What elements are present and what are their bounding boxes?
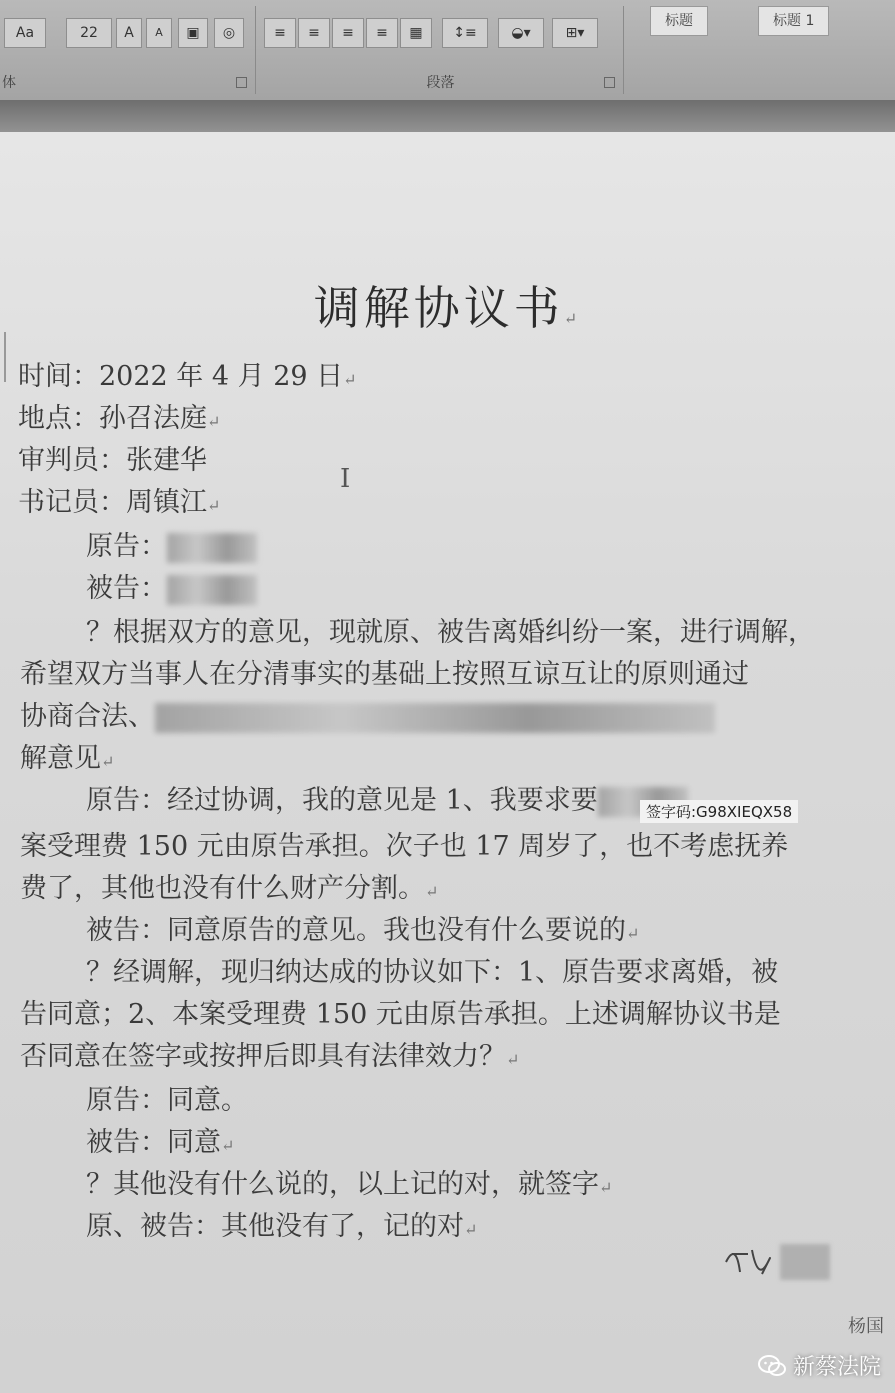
align-right-icon[interactable]: ≡ (332, 18, 364, 48)
borders-icon[interactable]: ⊞▾ (552, 18, 598, 48)
paragraph-line: 被告：同意↵ (86, 1127, 235, 1158)
paragraph-line: 案受理费 150 元由原告承担。次子也 17 周岁了，也不考虑抚养 (20, 831, 789, 862)
distribute-icon[interactable]: ▦ (400, 18, 432, 48)
redacted-name (167, 533, 257, 563)
paragraph-line: 原告：经过协调，我的意见是 1、我要求要 (86, 778, 688, 817)
paragraph-group-label: 段落 (426, 75, 455, 91)
paragraph-line: 原、被告：其他没有了，记的对↵ (86, 1211, 478, 1242)
signature-code: 签字码:G98XIEQX58 (640, 800, 798, 823)
paragraph-line: ？其他没有什么说的，以上记的对，就签字↵ (86, 1169, 613, 1200)
document-body[interactable] (0, 132, 895, 1393)
field-value: 孙召法庭 (99, 403, 207, 434)
paragraph-line: 协商合法、 (20, 694, 715, 733)
paragraph-line: 费了，其他也没有什么财产分割。↵ (20, 873, 439, 904)
field-value: 2022 年 4 月 29 日 (99, 361, 344, 392)
field-time: 时间：2022 年 4 月 29 日↵ (18, 361, 357, 392)
shrink-font-button[interactable]: A (146, 18, 172, 48)
align-center-icon[interactable]: ≡ (298, 18, 330, 48)
paragraph-line: ？根据双方的意见，现就原、被告离婚纠纷一案，进行调解， (86, 617, 815, 648)
watermark-text: 新蔡法院 (792, 1355, 881, 1380)
font-name-box[interactable]: Aa (4, 18, 46, 48)
field-location: 地点：孙召法庭↵ (18, 403, 221, 434)
redacted-text (155, 703, 715, 733)
paragraph-line: 解意见↵ (20, 743, 115, 774)
defendant-label: 被告： (86, 573, 167, 604)
field-judge (18, 438, 207, 477)
document-page (0, 132, 895, 1393)
style-heading-1[interactable]: 标题 1 (758, 6, 829, 36)
field-label: 时间： (18, 361, 99, 392)
justify-icon[interactable]: ≡ (366, 18, 398, 48)
field-clerk: 书记员：周镇江↵ (18, 487, 221, 518)
field-label: 书记员： (18, 487, 126, 518)
field-label: 审判员： (18, 445, 126, 476)
stamp-name: 杨国 (848, 1316, 884, 1337)
redacted-name (167, 575, 257, 605)
paragraph-line: 原告：同意。 (86, 1085, 248, 1116)
plaintiff-label: 原告： (86, 531, 167, 562)
styles-group (628, 6, 895, 94)
line-spacing-icon[interactable]: ↕≡ (442, 18, 488, 48)
clear-format-icon[interactable]: ▣ (178, 18, 208, 48)
shading-icon[interactable]: ◒▾ (498, 18, 544, 48)
paragraph-line: 希望双方当事人在分清事实的基础上按照互谅互让的原则通过 (20, 659, 749, 690)
field-value: 张建华 (126, 445, 207, 476)
paragraph-line: ？经调解，现归纳达成的协议如下：1、原告要求离婚，被 (86, 957, 779, 988)
grow-font-button[interactable]: A (116, 18, 142, 48)
style-heading[interactable]: 标题 (650, 6, 708, 36)
text-cursor-icon: I (340, 464, 351, 494)
document-title: 调解协议书↵ (313, 281, 582, 335)
plaintiff-line (86, 524, 257, 563)
font-group (0, 6, 256, 94)
paragraph-line: 否同意在签字或按押后即具有法律效力？↵ (20, 1041, 520, 1072)
align-left-icon[interactable]: ≡ (264, 18, 296, 48)
word-ribbon (0, 0, 895, 102)
defendant-line (86, 566, 257, 605)
paragraph-dialog-launcher-icon[interactable] (604, 77, 615, 88)
font-group-label: 体 (2, 75, 16, 91)
watermark (757, 1350, 881, 1381)
font-size-box[interactable]: 22 (66, 18, 112, 48)
paragraph-line: 告同意；2、本案受理费 150 元由原告承担。上述调解协议书是 (20, 999, 781, 1030)
enclose-char-icon[interactable]: ◎ (214, 18, 244, 48)
field-value: 周镇江 (126, 487, 207, 518)
wechat-icon (757, 1353, 787, 1379)
paragraph-line: 被告：同意原告的意见。我也没有什么要说的↵ (86, 915, 640, 946)
field-label: 地点： (18, 403, 99, 434)
handwritten-signature (718, 1232, 838, 1292)
font-dialog-launcher-icon[interactable] (236, 77, 247, 88)
paragraph-group (258, 6, 624, 94)
